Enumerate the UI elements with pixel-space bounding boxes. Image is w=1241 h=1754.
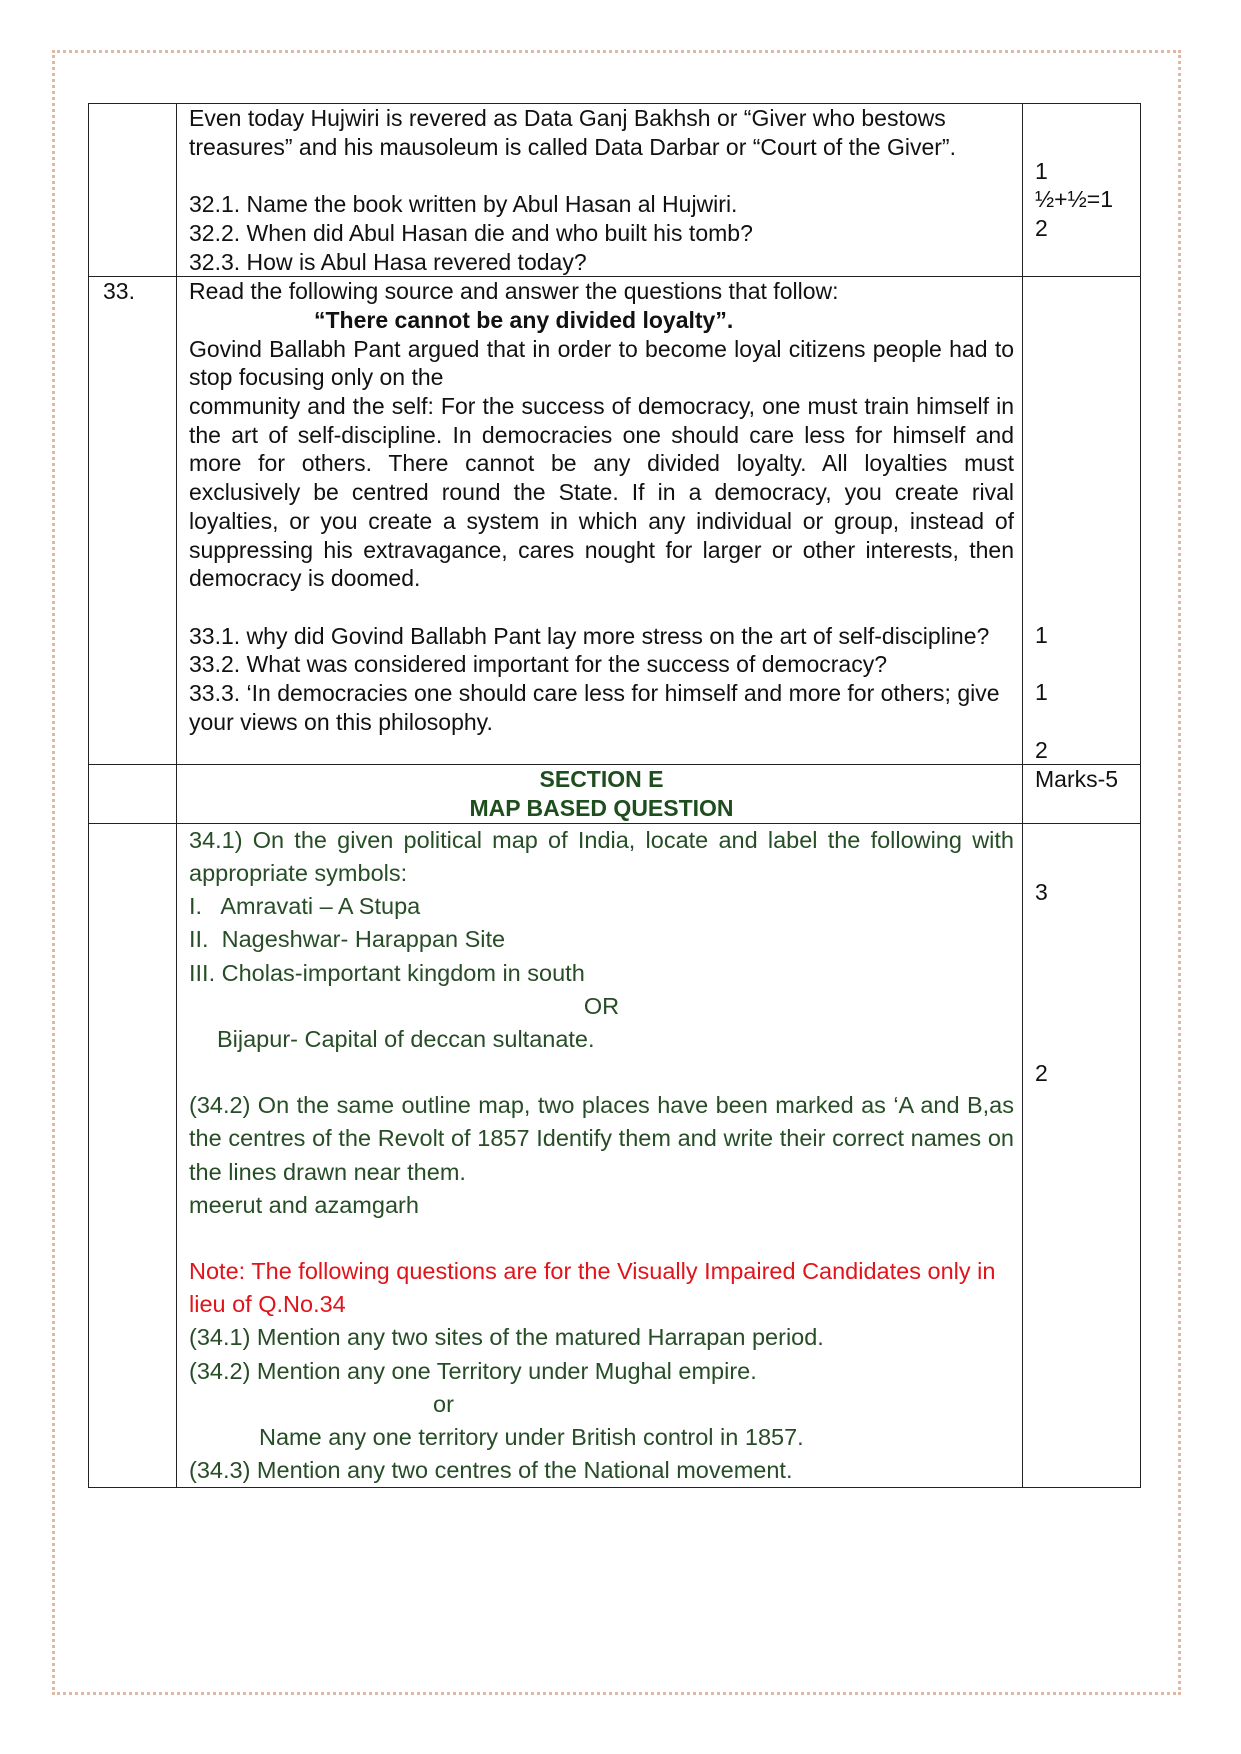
section-e-number-cell: [89, 765, 177, 823]
table-row-q34: [89, 823, 1141, 1488]
q33-mark-2: 1: [1035, 678, 1048, 705]
q32-mark-3: 2: [1035, 215, 1048, 242]
q32-question-3: 32.3. How is Abul Hasa revered today?: [189, 248, 587, 275]
vi-question-2-alt: Name any one territory under British control in 1857.: [259, 1423, 804, 1450]
q34-item-3: III. Cholas-important kingdom in south: [189, 959, 585, 986]
q34-item-1: I. Amravati – A Stupa: [189, 893, 421, 920]
q33-source-title: “There cannot be any divided loyalty”.: [314, 306, 734, 333]
table-row-section-e: [89, 765, 1141, 823]
table-row-q33: [89, 277, 1141, 765]
q33-mark-1: 1: [1035, 622, 1048, 649]
q33-source-line1: Govind Ballabh Pant argued that in order to become loyal citizens people had to stop focusing only on the: [189, 335, 1014, 391]
q34-1-intro: 34.1) On the given political map of India, locate and label the following with appropriate symbols:: [189, 826, 1014, 886]
q33-number: 33.: [103, 278, 135, 305]
q32-intro: Even today Hujwiri is revered as Data Ganj Bakhsh or “Giver who bestows treasures” and his mausoleum is called Data Darbar or “Court of the Giver”.: [189, 105, 956, 160]
section-e-marks-cell: [1023, 765, 1141, 823]
q34-item-2: II. Nageshwar- Harappan Site: [189, 926, 506, 953]
q32-mark-2: ½+½=1: [1035, 186, 1114, 213]
q33-question-3: 33.3. ‘In democracies one should care less for himself and more for others; give your views on this philosophy.: [189, 680, 1000, 735]
section-e-subtitle: MAP BASED QUESTION: [469, 795, 734, 822]
q33-instruction: Read the following source and answer the questions that follow:: [189, 278, 839, 305]
q33-number-cell: [89, 277, 177, 765]
vi-question-2: (34.2) Mention any one Territory under Mughal empire.: [189, 1357, 757, 1384]
vi-note: Note: The following questions are for the Visually Impaired Candidates only in lieu of Q.No.34: [189, 1257, 996, 1318]
q32-content-cell: [177, 104, 1023, 277]
q34-content-cell: [177, 823, 1023, 1488]
q33-content-cell: [177, 277, 1023, 765]
q33-source-body: community and the self: For the success of democracy, one must train himself in the art of self-discipline. In democracies one should care less for himself and more for others. There cannot be any divided loyalty. All loyalties must exclusively be centred round the State. If in a democracy, you create rival loyalties, or you create a system in which any individual or group, instead of suppressing his extravagance, cares nought for larger or other interests, then democracy is doomed.: [189, 393, 1014, 592]
vi-or-2: or: [433, 1390, 454, 1417]
q33-question-1: 33.1. why did Govind Ballabh Pant lay more stress on the art of self-discipline?: [189, 622, 990, 649]
section-e-title: SECTION E: [539, 766, 664, 793]
q34-mark-1: 3: [1035, 878, 1048, 905]
section-e-header-cell: [177, 765, 1023, 823]
q32-question-1: 32.1. Name the book written by Abul Hasan al Hujwiri.: [189, 191, 738, 218]
section-e-marks: Marks-5: [1035, 766, 1119, 793]
q33-marks-cell: [1023, 277, 1141, 765]
q34-answer: meerut and azamgarh: [189, 1191, 419, 1218]
question-table: [88, 103, 1141, 1488]
q34-alt-item: Bijapur- Capital of deccan sultanate.: [217, 1025, 595, 1052]
q34-or-1: OR: [583, 992, 620, 1019]
q32-number-cell: [89, 104, 177, 277]
q33-question-2: 33.2. What was considered important for the success of democracy?: [189, 651, 887, 678]
q34-number-cell: [89, 823, 177, 1488]
vi-question-1: (34.1) Mention any two sites of the matured Harrapan period.: [189, 1324, 824, 1351]
q34-mark-2: 2: [1035, 1060, 1048, 1087]
q32-marks-cell: [1023, 104, 1141, 277]
q34-marks-cell: [1023, 823, 1141, 1488]
table-row-q32: [89, 104, 1141, 277]
q33-mark-3: 2: [1035, 736, 1048, 763]
vi-question-3: (34.3) Mention any two centres of the National movement.: [189, 1457, 793, 1484]
q32-mark-1: 1: [1035, 157, 1048, 184]
q32-question-2: 32.2. When did Abul Hasan die and who built his tomb?: [189, 219, 753, 246]
q34-2: (34.2) On the same outline map, two places have been marked as ‘A and B,as the centres of the Revolt of 1857 Identify them and write their correct names on the lines drawn near them.: [189, 1092, 1014, 1185]
